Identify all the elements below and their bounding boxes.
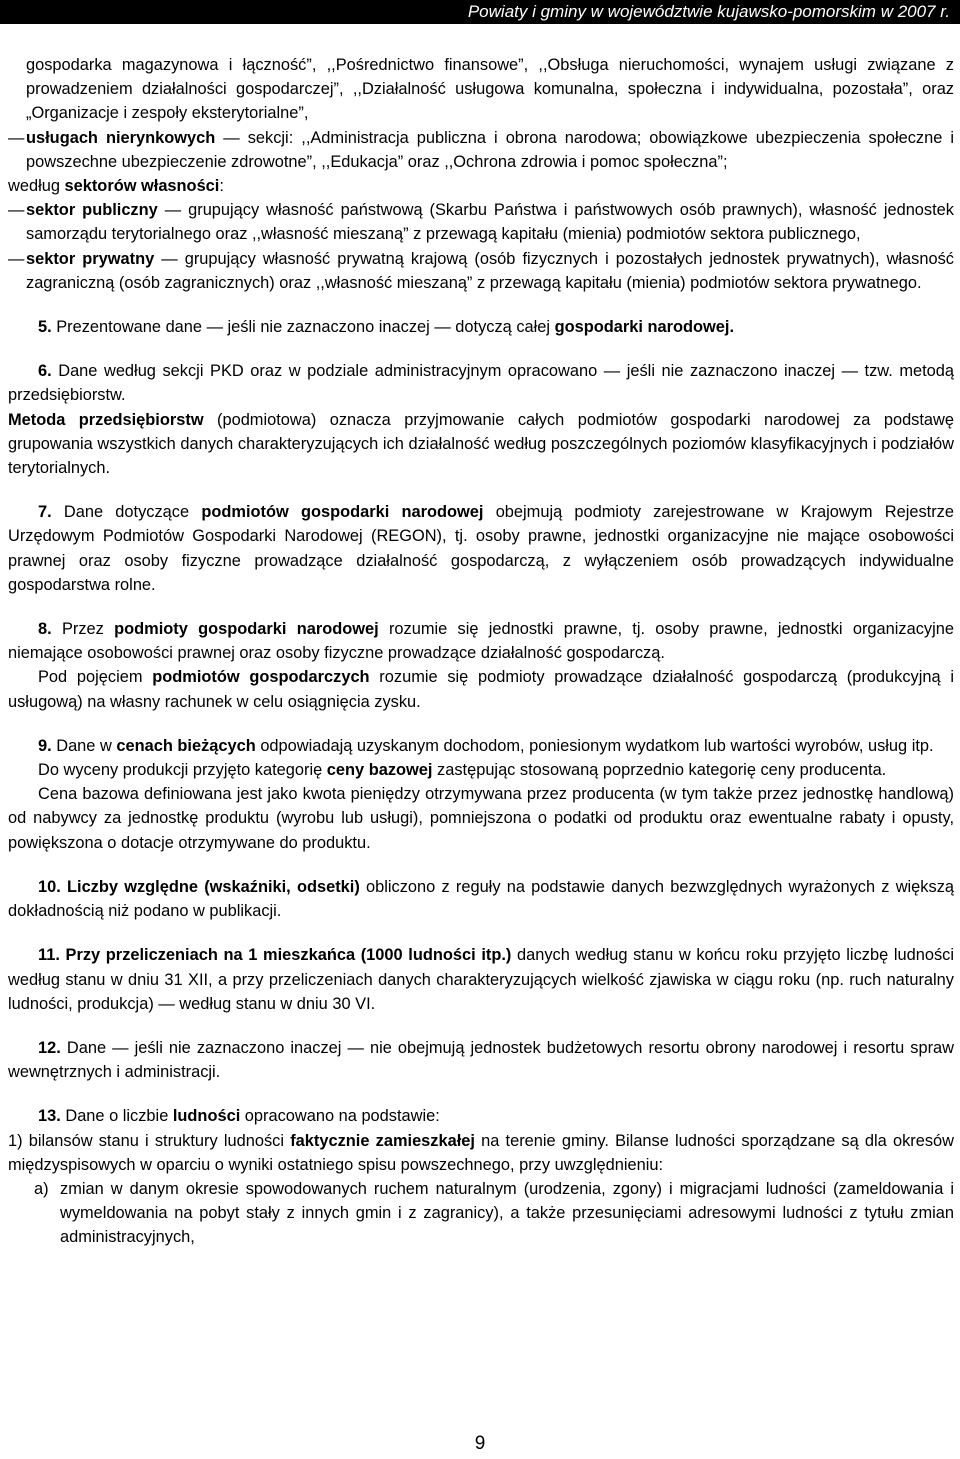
- note-6-method: Metoda przedsiębiorstw (podmiotowa) oznacza przyjmowanie całych podmiotów gospodarki narodowej za podstawę grupowania wszystkich danych charakteryzujących ich działalność według poszczególnych poziomów klasyfikacyjnych i podziałów terytorialnych.: [8, 410, 954, 478]
- note-8: 8. Przez podmioty gospodarki narodowej rozumie się jednostki prawne, tj. osoby prawne, jednostki organizacyjne niemające osobowości prawnej oraz osoby fizyczne prowadzące działalność gospodarczą.: [8, 620, 954, 663]
- paragraph-ownership-heading: według sektorów własności:: [8, 177, 224, 196]
- paragraph-private-sector: — sektor prywatny — grupujący własność prywatną krajową (osób fizycznych i pozostałych jednostek prywatnych), własność zagraniczną (osób zagranicznych) oraz ,,własność mieszaną” z przewagą kapitału (mienia) podmiotów sektora prywatnego.: [8, 247, 954, 295]
- note-11: 11. Przy przeliczeniach na 1 mieszkańca (1000 ludności itp.) danych według stanu w końcu roku przyjęto liczbę ludności według stanu w dniu 31 XII, a przy przeliczeniach danych charakteryzujących wielkość zjawiska w ciągu roku (np. ruch naturalny ludności, produkcja) — według stanu w dniu 30 VI.: [8, 946, 954, 1013]
- paragraph-public-sector: — sektor publiczny — grupujący własność państwową (Skarbu Państwa i państwowych osób prawnych), własność jednostek samorządu terytorialnego oraz ,,własność mieszaną” z przewagą kapitału (mienia) podmiotów sektora publicznego,: [8, 198, 954, 246]
- note-13-item-1: 1) bilansów stanu i struktury ludności faktycznie zamieszkałej na terenie gminy. Bilanse ludności sporządzane są dla okresów międzyspisowych w oparciu o wyniki ostatniego spisu powszechnego, przy uwzględnieniu:: [8, 1131, 954, 1174]
- paragraph-nonmarket-services: — usługach nierynkowych — sekcji: ,,Administracja publiczna i obrona narodowa; obowiązkowe ubezpieczenia społeczne i powszechne ubezpieczenie zdrowotne”, ,,Edukacja” oraz ,,Ochrona zdrowia i pomoc społeczna”;: [8, 126, 954, 174]
- header-title: Powiaty i gminy w województwie kujawsko-pomorskim w 2007 r.: [467, 2, 950, 21]
- note-12: 12. Dane — jeśli nie zaznaczono inaczej — nie obejmują jednostek budżetowych resortu obrony narodowej i resortu spraw wewnętrznych i administracji.: [8, 1038, 954, 1082]
- note-5: 5. Prezentowane dane — jeśli nie zaznaczono inaczej — dotyczą całej gospodarki narodowej.: [38, 318, 735, 337]
- note-8-economic-entities: Pod pojęciem podmiotów gospodarczych rozumie się podmioty prowadzące działalność gospodarczą (produkcyjną i usługową) na własny rachunek w celu osiągnięcia zysku.: [8, 668, 954, 711]
- page-number: 9: [474, 1433, 486, 1454]
- note-6: 6. Dane według sekcji PKD oraz w podziale administracyjnym opracowano — jeśli nie zaznaczono inaczej — tzw. metodą przedsiębiorstw.: [8, 362, 954, 405]
- page-body: [8, 53, 954, 1250]
- note-9-base-price: Do wyceny produkcji przyjęto kategorię ceny bazowej zastępując stosowaną poprzednio kategorię ceny producenta.: [38, 761, 887, 780]
- note-7: 7. Dane dotyczące podmiotów gospodarki narodowej obejmują podmioty zarejestrowane w Krajowym Rejestrze Urzędowym Podmiotów Gospodarki Narodowej (REGON), tj. osoby prawne, jednostki organizacyjne nie mające osobowości prawnej oraz osoby fizyczne prowadzące działalność gospodarczą, z wyłączeniem osób prowadzących indywidualne gospodarstwa rolne.: [8, 503, 954, 594]
- note-9-definition: Cena bazowa definiowana jest jako kwota pieniędzy otrzymywana przez producenta (w tym także przez jednostkę handlową) od nabywcy za jednostkę produktu (wyrobu lub usługi), pomniejszona o podatki od produktu oraz ewentualne rabaty i opusty, powiększona o dotacje otrzymywane do produktu.: [8, 785, 954, 852]
- paragraph-sections-market: gospodarka magazynowa i łączność”, ,,Pośrednictwo finansowe”, ,,Obsługa nieruchomości, wynajem usługi związane z prowadzeniem działalności gospodarczej”, ,,Działalność usługowa komunalna, społeczna i indywidualna, pozostała”, oraz „Organizacje i zespoły eksterytorialne”,: [26, 56, 954, 123]
- note-13-item-a: a) zmian w danym okresie spowodowanych ruchem naturalnym (urodzenia, zgony) i migracjami ludności (zameldowania i wymeldowania na pobyt stały z innych gmin i z zagranicy), a także przesunięciami adresowymi ludności z tytułu zmian administracyjnych,: [34, 1179, 954, 1247]
- note-9: 9. Dane w cenach bieżących odpowiadają uzyskanym dochodom, poniesionym wydatkom lub wartości wyrobów, usług itp.: [38, 736, 934, 755]
- note-13: 13. Dane o liczbie ludności opracowano na podstawie:: [38, 1107, 440, 1126]
- running-header: [0, 0, 960, 24]
- note-10: 10. Liczby względne (wskaźniki, odsetki) obliczono z reguły na podstawie danych bezwzględnych wyrażonych z większą dokładnością niż podano w publikacji.: [8, 877, 954, 921]
